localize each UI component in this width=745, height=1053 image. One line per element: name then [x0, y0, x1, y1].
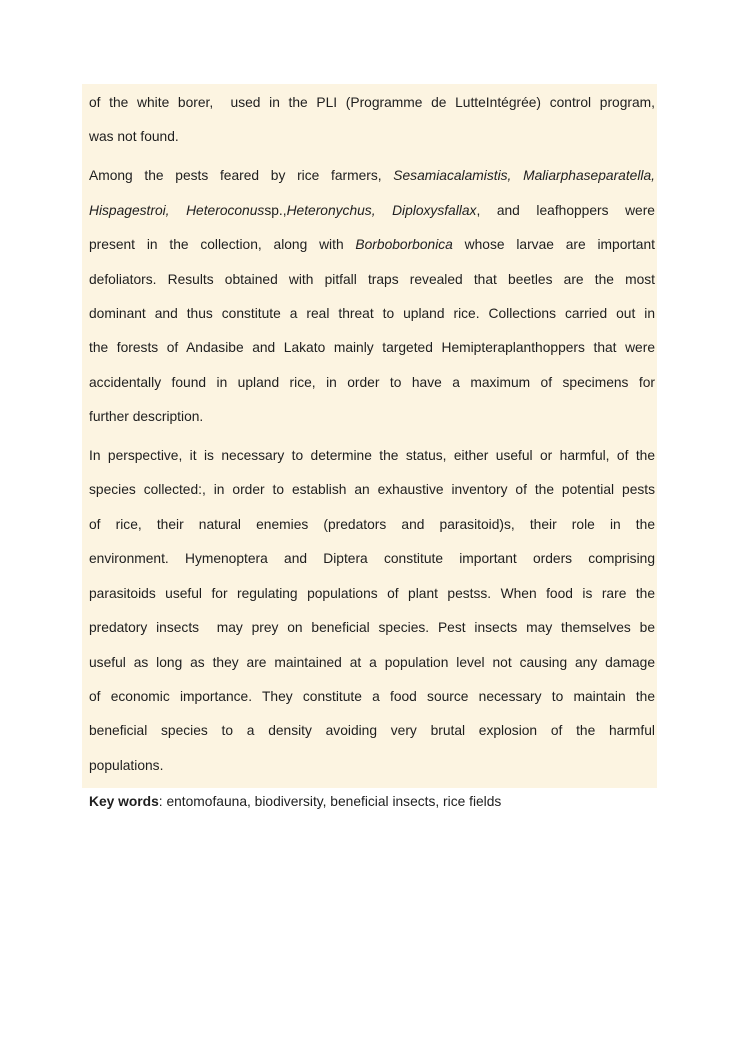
text-segment: was not found. [89, 129, 179, 145]
paragraph [89, 439, 655, 783]
text-line [89, 508, 655, 542]
text-line [89, 228, 655, 262]
text-line [89, 159, 655, 193]
content-column [82, 84, 657, 813]
text-line [89, 611, 655, 645]
abstract-highlight-block [82, 84, 657, 788]
text-segment: whose larvae are important [452, 237, 655, 253]
text-segment: Sesamiacalamistis, Maliarphaseparatella, [393, 168, 655, 184]
text-segment: environment. Hymenoptera and Diptera constitute important orders comprising [89, 551, 655, 567]
text-segment: sp., [264, 202, 287, 218]
text-line [89, 542, 655, 576]
text-segment: accidentally found in upland rice, in order to have a maximum of specimens for [89, 374, 655, 390]
paragraph [89, 86, 655, 155]
text-line [89, 366, 655, 400]
text-segment: Hispagestroi, Heteroconus [89, 202, 265, 218]
text-segment: of economic importance. They constitute a food source necessary to maintain the [89, 688, 655, 704]
text-line [89, 400, 655, 434]
text-segment: Borboborbonica [355, 237, 453, 253]
text-line [89, 646, 655, 680]
text-line [89, 680, 655, 714]
text-segment: of rice, their natural enemies (predators and parasitoid)s, their role in the [89, 516, 655, 532]
text-segment: useful as long as they are maintained at a population level not causing any damage [89, 654, 655, 670]
text-segment: dominant and thus constitute a real threat to upland rice. Collections carried out in [89, 305, 655, 321]
text-segment: predatory insects may prey on beneficial species. Pest insects may themselves be [89, 620, 655, 636]
text-line [89, 439, 655, 473]
text-segment: Heteronychus, Diploxysfallax [286, 202, 477, 218]
text-line [89, 194, 655, 228]
text-segment: present in the collection, along with [89, 237, 356, 253]
text-segment: Among the pests feared by rice farmers, [89, 168, 394, 184]
text-segment: further description. [89, 409, 204, 425]
text-segment: , and leafhoppers were [476, 202, 655, 218]
text-segment: beneficial species to a density avoiding very brutal explosion of the harmful [89, 723, 655, 739]
keywords-label: Key words [89, 794, 159, 810]
keywords-line [82, 791, 657, 813]
text-line [89, 331, 655, 365]
text-segment: parasitoids useful for regulating populations of plant pestss. When food is rare the [89, 585, 655, 601]
text-line [89, 473, 655, 507]
text-line [89, 577, 655, 611]
text-segment: populations. [89, 757, 164, 773]
text-segment: defoliators. Results obtained with pitfall traps revealed that beetles are the most [89, 271, 655, 287]
text-segment: of the white borer, used in the PLI (Programme de LutteIntégrée) control program, [89, 95, 655, 110]
keywords-text: : entomofauna, biodiversity, beneficial insects, rice fields [158, 794, 502, 810]
text-segment: species collected:, in order to establish an exhaustive inventory of the potential pests [89, 482, 655, 498]
text-line [89, 297, 655, 331]
text-line [89, 263, 655, 297]
text-segment: In perspective, it is necessary to determine the status, either useful or harmful, of the [89, 448, 655, 464]
text-line [89, 749, 655, 783]
text-line [89, 120, 655, 154]
paragraph [89, 159, 655, 434]
text-line [89, 714, 655, 748]
text-segment: the forests of Andasibe and Lakato mainly targeted Hemipteraplanthoppers that were [89, 340, 655, 356]
text-line [89, 86, 655, 120]
